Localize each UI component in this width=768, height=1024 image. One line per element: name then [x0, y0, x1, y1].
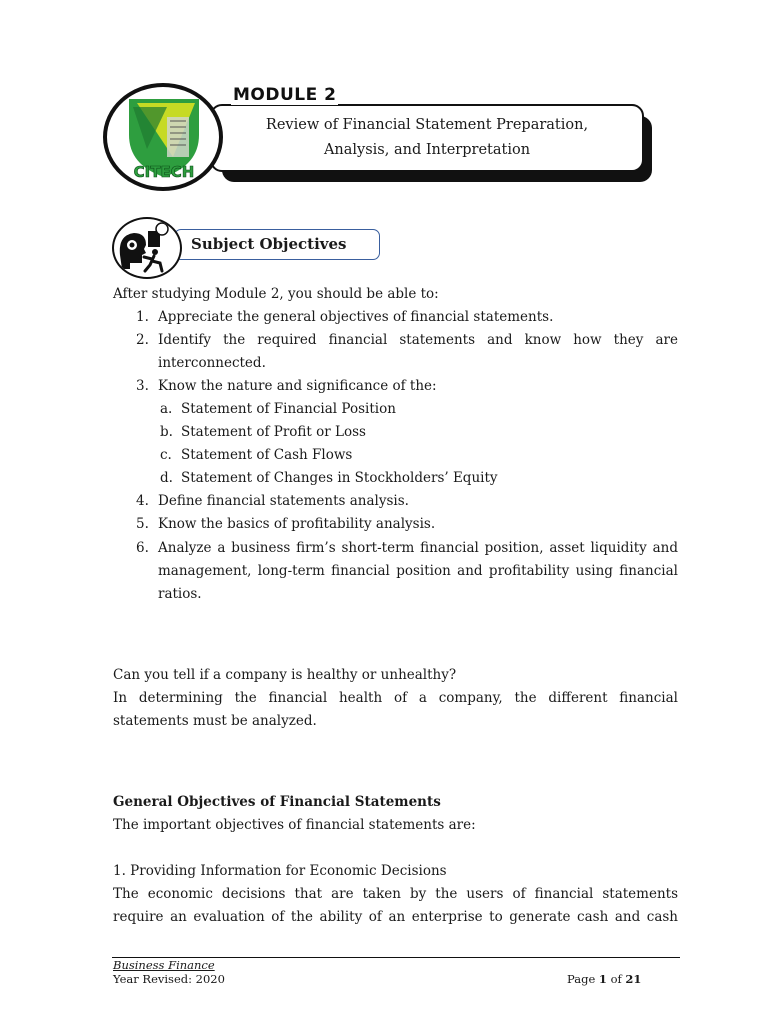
- list-item-text: Identify the required financial statements and know how they are interconnected.: [158, 332, 678, 371]
- list-item-text: Know the basics of profitability analysis.: [158, 516, 436, 532]
- citech-shield-icon: [107, 87, 219, 187]
- sub-item-text: Statement of Cash Flows: [181, 447, 353, 463]
- footer-info: [113, 958, 225, 986]
- module-title-line2: Analysis, and Interpretation: [323, 142, 531, 158]
- sub-list-item: [160, 467, 498, 490]
- sub-list-item: [160, 398, 396, 421]
- list-item-number: 3.: [136, 378, 149, 394]
- list-item-text: Appreciate the general objectives of financial statements.: [158, 309, 554, 325]
- list-item-number: 4.: [136, 493, 149, 509]
- health-answer: In determining the financial health of a company, the different financial statements must be analyzed.: [113, 690, 678, 729]
- list-item-number: 5.: [136, 516, 149, 532]
- sub-list-item: [160, 444, 352, 467]
- general-objectives-heading: General Objectives of Financial Statements: [113, 794, 441, 810]
- page-prefix: Page: [567, 972, 596, 986]
- head-runner-icon: [114, 219, 180, 277]
- list-item-number: 1.: [136, 309, 149, 325]
- page-number: [567, 972, 641, 986]
- sub-item-letter: c.: [160, 447, 172, 463]
- point1-text: The economic decisions that are taken by the users of financial statements require an evaluation of the ability of an enterprise to generate cash and cash: [113, 886, 678, 925]
- sub-item-text: Statement of Profit or Loss: [181, 424, 366, 440]
- list-item: [136, 329, 678, 375]
- objectives-icon: [112, 217, 182, 279]
- list-item: [136, 375, 678, 398]
- point1-title: 1. Providing Information for Economic Decisions: [113, 863, 447, 879]
- module-title-line1: Review of Financial Statement Preparation,: [265, 117, 589, 133]
- list-item: [136, 490, 678, 513]
- logo-text: CITECH: [133, 163, 195, 181]
- list-item-number: 2.: [136, 332, 149, 348]
- sub-item-letter: a.: [160, 401, 173, 417]
- health-question: Can you tell if a company is healthy or unhealthy?: [113, 667, 457, 683]
- module-title-box: [210, 104, 644, 172]
- list-item-text: Analyze a business firm’s short-term financial position, asset liquidity and management, long-term financial position and profitability using financial ratios.: [158, 540, 678, 602]
- sub-item-letter: b.: [160, 424, 173, 440]
- subject-objectives-heading: Subject Objectives: [174, 229, 380, 260]
- objectives-intro: After studying Module 2, you should be able to:: [113, 286, 439, 302]
- sub-item-letter: d.: [160, 470, 173, 486]
- footer-year: Year Revised: 2020: [113, 972, 225, 986]
- module-label: MODULE 2: [233, 85, 337, 105]
- list-item: [136, 537, 678, 606]
- sub-item-text: Statement of Changes in Stockholders’ Equity: [181, 470, 498, 486]
- sub-list-item: [160, 421, 366, 444]
- list-item: [136, 513, 678, 536]
- page-of: of: [610, 972, 622, 986]
- list-item-text: Define financial statements analysis.: [158, 493, 409, 509]
- list-item: [136, 306, 678, 329]
- list-item-text: Know the nature and significance of the:: [158, 378, 437, 394]
- list-item-number: 6.: [136, 540, 149, 556]
- sub-item-text: Statement of Financial Position: [181, 401, 396, 417]
- citech-logo: [103, 83, 223, 191]
- general-objectives-intro: The important objectives of financial statements are:: [113, 817, 476, 833]
- page-current: 1: [598, 972, 607, 986]
- footer-subject: Business Finance: [113, 958, 215, 972]
- page-total: 21: [625, 972, 642, 986]
